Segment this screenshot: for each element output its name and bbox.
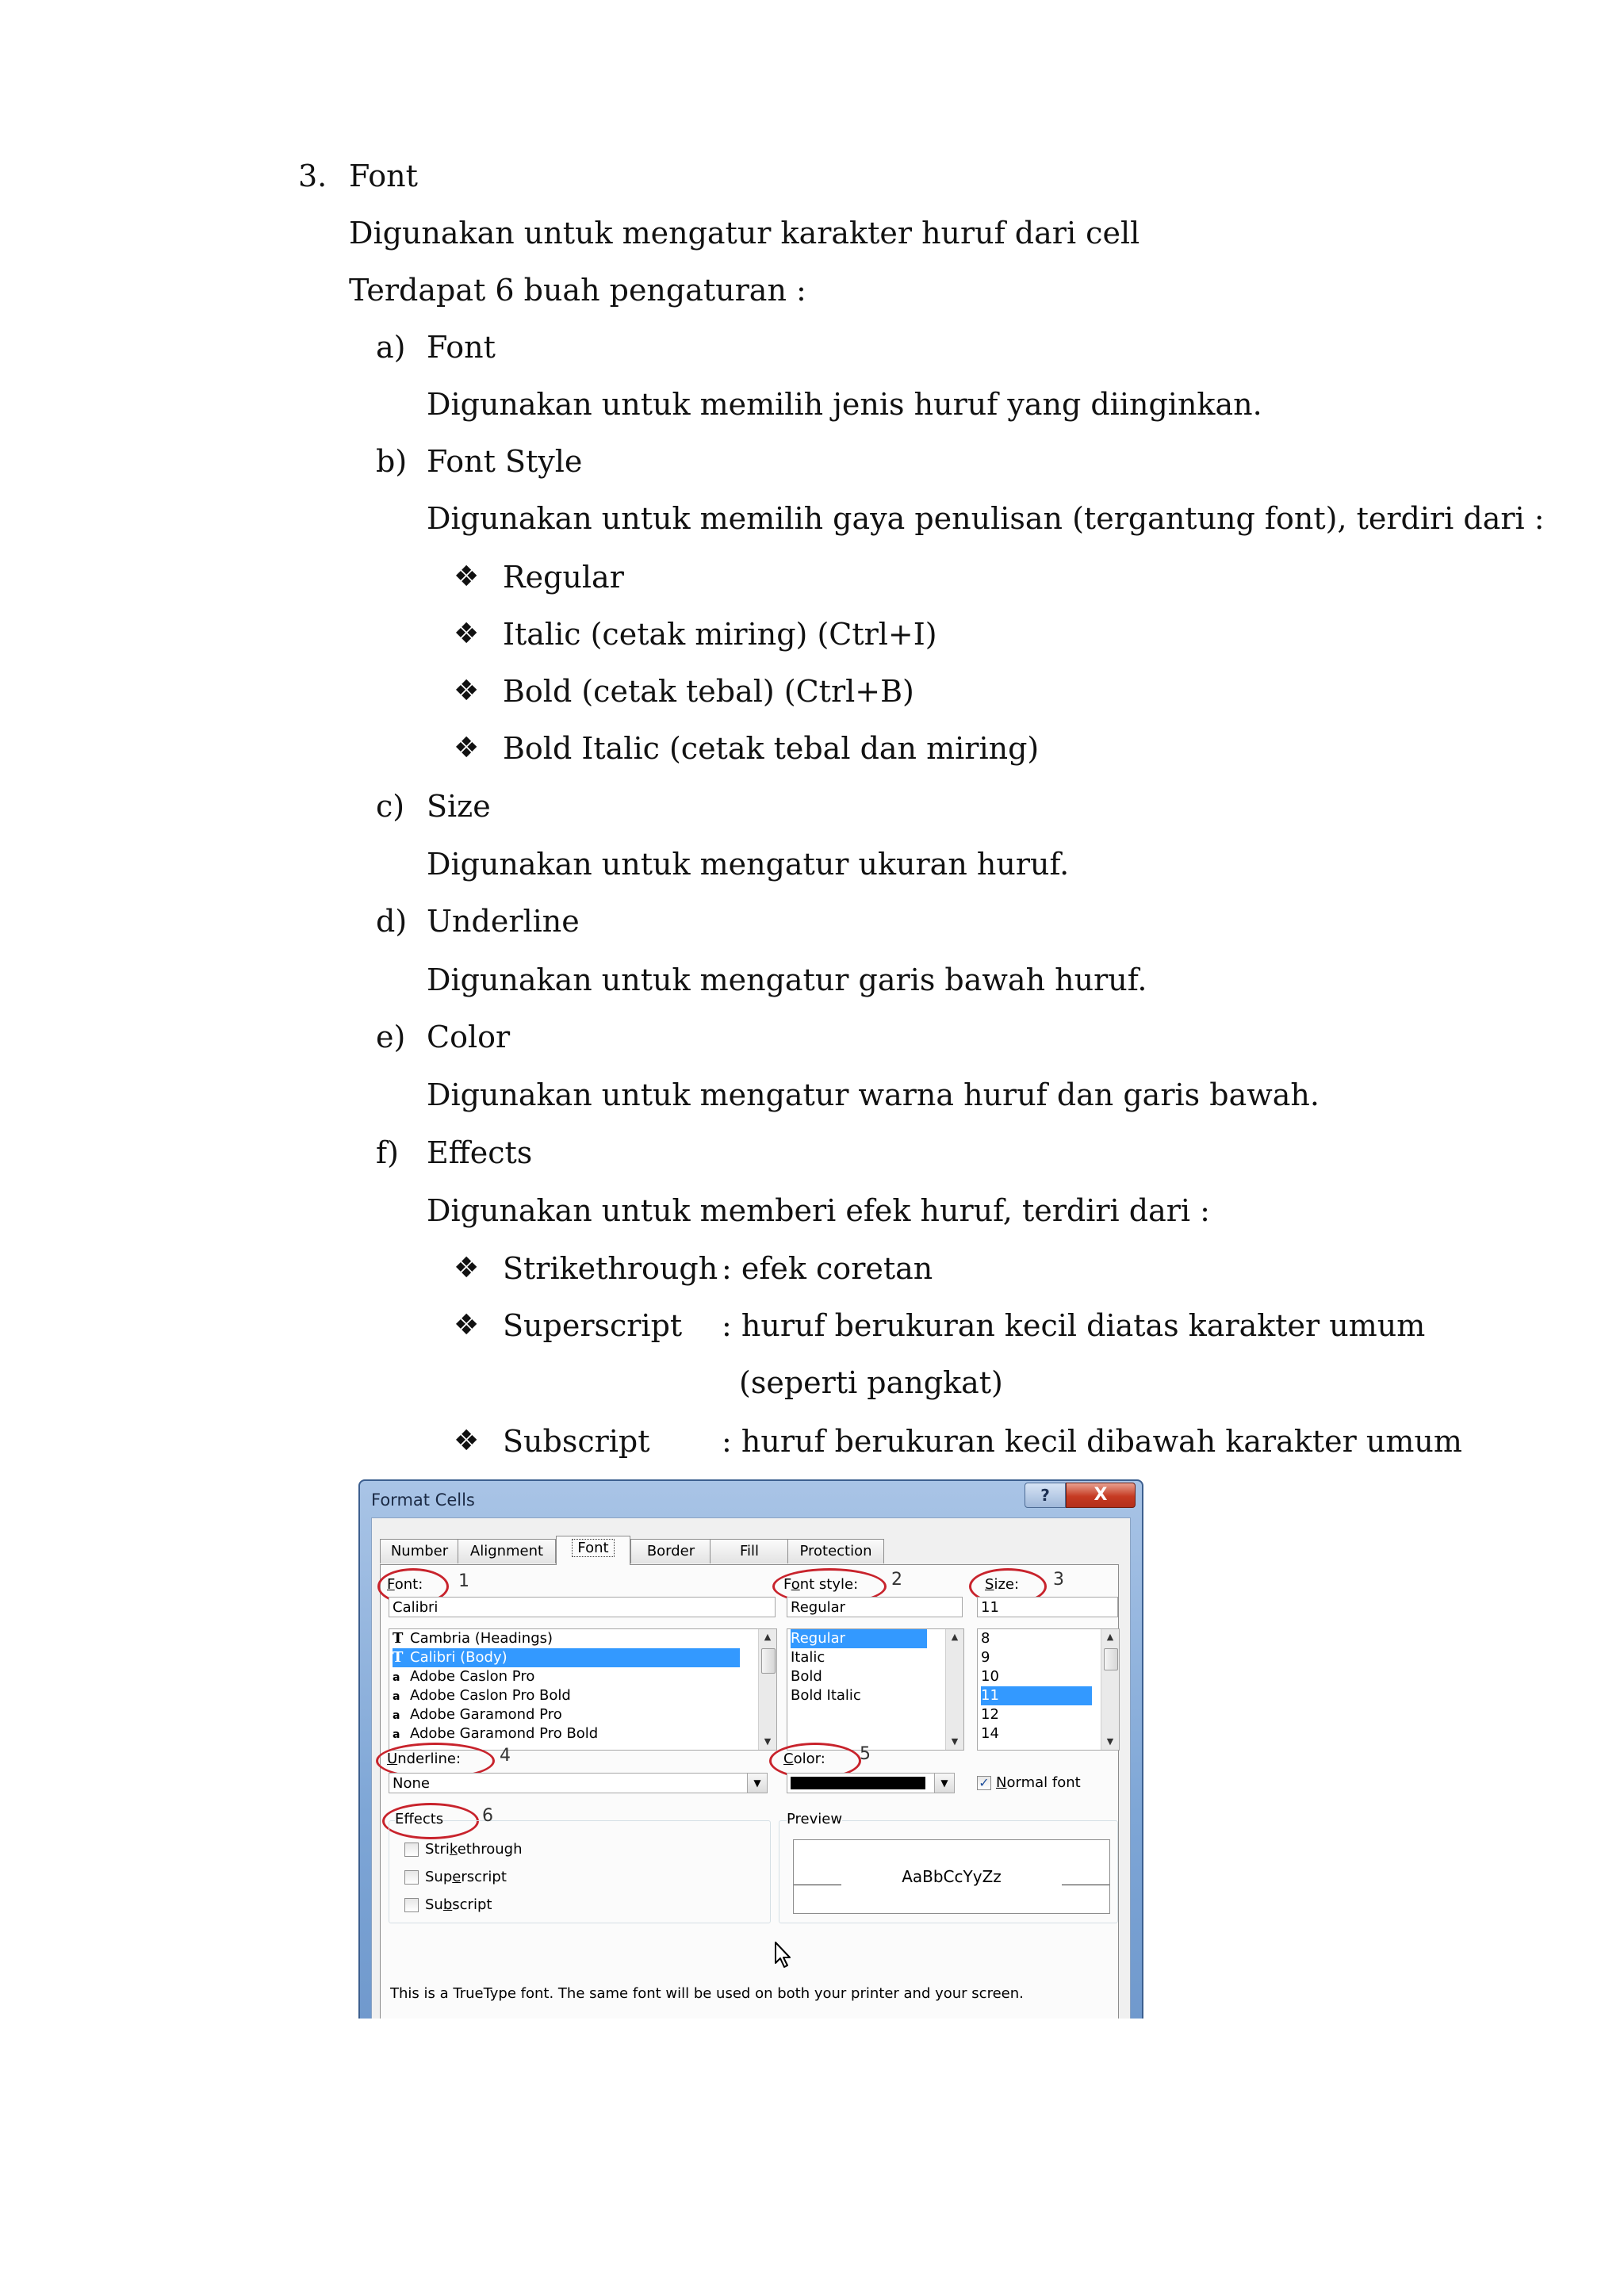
size-list-scrollbar[interactable] [1101,1629,1119,1750]
tab-number[interactable] [380,1539,459,1563]
scroll-down-icon[interactable]: ▼ [951,1736,959,1747]
scroll-up-icon[interactable]: ▲ [1106,1632,1114,1642]
heading-number: 3. [298,159,327,193]
bullet-icon: ❖ [454,561,480,593]
callout-number: 6 [482,1806,493,1826]
section-desc: Digunakan untuk mengatur garis bawah huruf. [427,962,1147,997]
font-style-scrollbar[interactable] [945,1629,963,1750]
bullet-icon: ❖ [454,675,480,707]
effect-term: Superscript [503,1308,683,1343]
callout-number: 3 [1053,1570,1064,1590]
intro-line-1: Digunakan untuk mengatur karakter huruf dari cell [349,216,1140,251]
section-desc: Digunakan untuk memilih jenis huruf yang diinginkan. [427,387,1262,422]
font-list-item-selected[interactable]: T Calibri (Body) [393,1648,740,1667]
bullet-icon: ❖ [454,1309,480,1341]
format-cells-dialog [358,1479,1143,2019]
size-item[interactable]: 14 [981,1725,999,1742]
effect-desc: : huruf berukuran kecil diatas karakter umum [722,1308,1426,1343]
effect-term: Subscript [503,1424,650,1459]
tab-label: Border [646,1543,695,1559]
tab-protection[interactable] [787,1539,884,1563]
font-list[interactable] [389,1628,777,1751]
color-swatch [791,1777,925,1789]
subscript-label: Subscript [425,1896,492,1913]
font-style-item[interactable]: Bold [791,1668,822,1685]
effect-desc-continued: (seperti pangkat) [739,1365,1003,1400]
tab-label: Font [572,1539,614,1557]
section-title: Underline [427,904,580,939]
heading-title: Font [349,159,418,193]
underline-label: Underline: [387,1751,462,1767]
section-title: Font Style [427,444,583,479]
section-desc: Digunakan untuk mengatur warna huruf dan garis bawah. [427,1077,1320,1112]
font-style-item[interactable]: Italic [791,1649,825,1666]
superscript-checkbox[interactable] [404,1870,419,1885]
tab-font[interactable] [556,1536,630,1565]
tab-label: Fill [739,1543,760,1559]
font-style-list[interactable] [787,1628,964,1751]
color-picker[interactable] [787,1773,955,1793]
font-label: Font: [387,1576,423,1593]
bullet-icon: ❖ [454,732,480,764]
tab-label: Protection [799,1543,872,1559]
title-bar-buttons [1025,1483,1136,1508]
dialog-body [371,1517,1131,2019]
tab-label: Number [390,1543,449,1559]
section-title: Effects [427,1135,533,1170]
size-label: Size: [985,1576,1020,1593]
truetype-footer: This is a TrueType font. The same font will be used on both your printer and your screen. [390,1985,1024,2002]
effect-desc: : efek coretan [722,1251,933,1286]
dialog-frame [358,1479,1143,2019]
font-list-item[interactable]: a Adobe Garamond Pro Bold [393,1724,598,1744]
intro-line-2: Terdapat 6 buah pengaturan : [349,273,806,308]
superscript-label: Superscript [425,1869,507,1885]
section-letter: d) [376,904,408,939]
opentype-icon: a [393,1728,400,1741]
chevron-down-icon[interactable]: ▼ [934,1774,954,1793]
size-item[interactable]: 10 [981,1668,999,1685]
section-desc: Digunakan untuk memilih gaya penulisan (tergantung font), terdiri dari : [427,501,1545,536]
underline-value: None [393,1775,430,1792]
section-title: Font [427,330,496,365]
chevron-down-icon[interactable]: ▼ [747,1774,767,1793]
font-style-label: Font style: [783,1576,859,1593]
opentype-icon: a [393,1671,400,1684]
effect-desc: : huruf berukuran kecil dibawah karakter umum [722,1424,1462,1459]
effects-label: Effects [395,1811,444,1827]
truetype-icon: T [393,1630,404,1647]
bullet-item: Regular [503,560,624,595]
section-title: Size [427,789,491,824]
strikethrough-checkbox[interactable] [404,1843,419,1857]
tab-label: Alignment [469,1543,544,1559]
subscript-checkbox[interactable] [404,1898,419,1912]
normal-font-label: Normal font [996,1774,1081,1791]
size-item[interactable]: 9 [981,1649,990,1666]
bullet-icon: ❖ [454,1425,480,1457]
font-style-input[interactable]: Regular [787,1597,963,1617]
font-list-item[interactable]: a Adobe Caslon Pro [393,1667,534,1687]
scroll-thumb[interactable] [761,1648,776,1674]
size-list[interactable] [977,1628,1120,1751]
strikethrough-label: Strikethrough [425,1841,523,1858]
font-list-item[interactable]: T Cambria (Headings) [393,1630,553,1647]
callout-number: 1 [458,1571,469,1591]
callout-number: 4 [500,1746,511,1766]
section-letter: a) [376,330,406,365]
effect-term: Strikethrough [503,1251,718,1286]
help-button[interactable]: ? [1025,1483,1066,1508]
mouse-cursor-icon [774,1941,795,1969]
opentype-icon: a [393,1709,400,1722]
font-style-item[interactable]: Bold Italic [791,1687,861,1704]
bullet-item: Bold (cetak tebal) (Ctrl+B) [503,674,914,709]
font-style-item-selected[interactable]: Regular [791,1629,927,1648]
scroll-thumb[interactable] [1104,1648,1118,1670]
section-letter: c) [376,789,405,824]
size-input[interactable]: 11 [977,1597,1118,1617]
font-list-item[interactable]: a Adobe Garamond Pro [393,1705,562,1725]
tab-alignment[interactable] [458,1539,556,1563]
preview-text: AaBbCcYyZz [902,1867,1002,1886]
scroll-up-icon[interactable]: ▲ [764,1632,772,1642]
tab-fill[interactable] [710,1539,789,1563]
scroll-up-icon[interactable]: ▲ [951,1632,959,1642]
size-item-selected[interactable]: 11 [981,1686,1092,1705]
close-button[interactable]: X [1066,1483,1136,1508]
scroll-down-icon[interactable]: ▼ [1106,1736,1114,1747]
truetype-icon: T [393,1649,404,1666]
font-tab-panel [380,1564,1119,2019]
font-list-item[interactable]: a Adobe Caslon Pro Bold [393,1686,571,1706]
section-letter: b) [376,444,408,479]
preview-box [793,1839,1110,1914]
scroll-down-icon[interactable]: ▼ [764,1736,772,1747]
font-input[interactable]: Calibri [389,1597,776,1617]
color-label: Color: [783,1751,825,1767]
section-letter: f) [376,1135,399,1170]
section-title: Color [427,1020,511,1054]
bullet-icon: ❖ [454,618,480,650]
bullet-item: Bold Italic (cetak tebal dan miring) [503,731,1040,766]
font-list-scrollbar[interactable] [758,1629,776,1750]
size-item[interactable]: 12 [981,1706,999,1723]
section-desc: Digunakan untuk memberi efek huruf, terdiri dari : [427,1193,1210,1228]
callout-number: 5 [860,1744,871,1764]
size-item[interactable]: 8 [981,1630,990,1647]
normal-font-checkbox[interactable]: ✓ [977,1776,991,1790]
section-letter: e) [376,1020,406,1054]
dialog-title: Format Cells [371,1490,475,1510]
tab-border[interactable] [630,1539,711,1563]
preview-label: Preview [787,1811,843,1827]
bullet-item: Italic (cetak miring) (Ctrl+I) [503,617,937,652]
callout-number: 2 [891,1570,902,1590]
bullet-icon: ❖ [454,1252,480,1284]
underline-select[interactable] [389,1773,768,1793]
opentype-icon: a [393,1690,400,1703]
section-desc: Digunakan untuk mengatur ukuran huruf. [427,847,1070,882]
